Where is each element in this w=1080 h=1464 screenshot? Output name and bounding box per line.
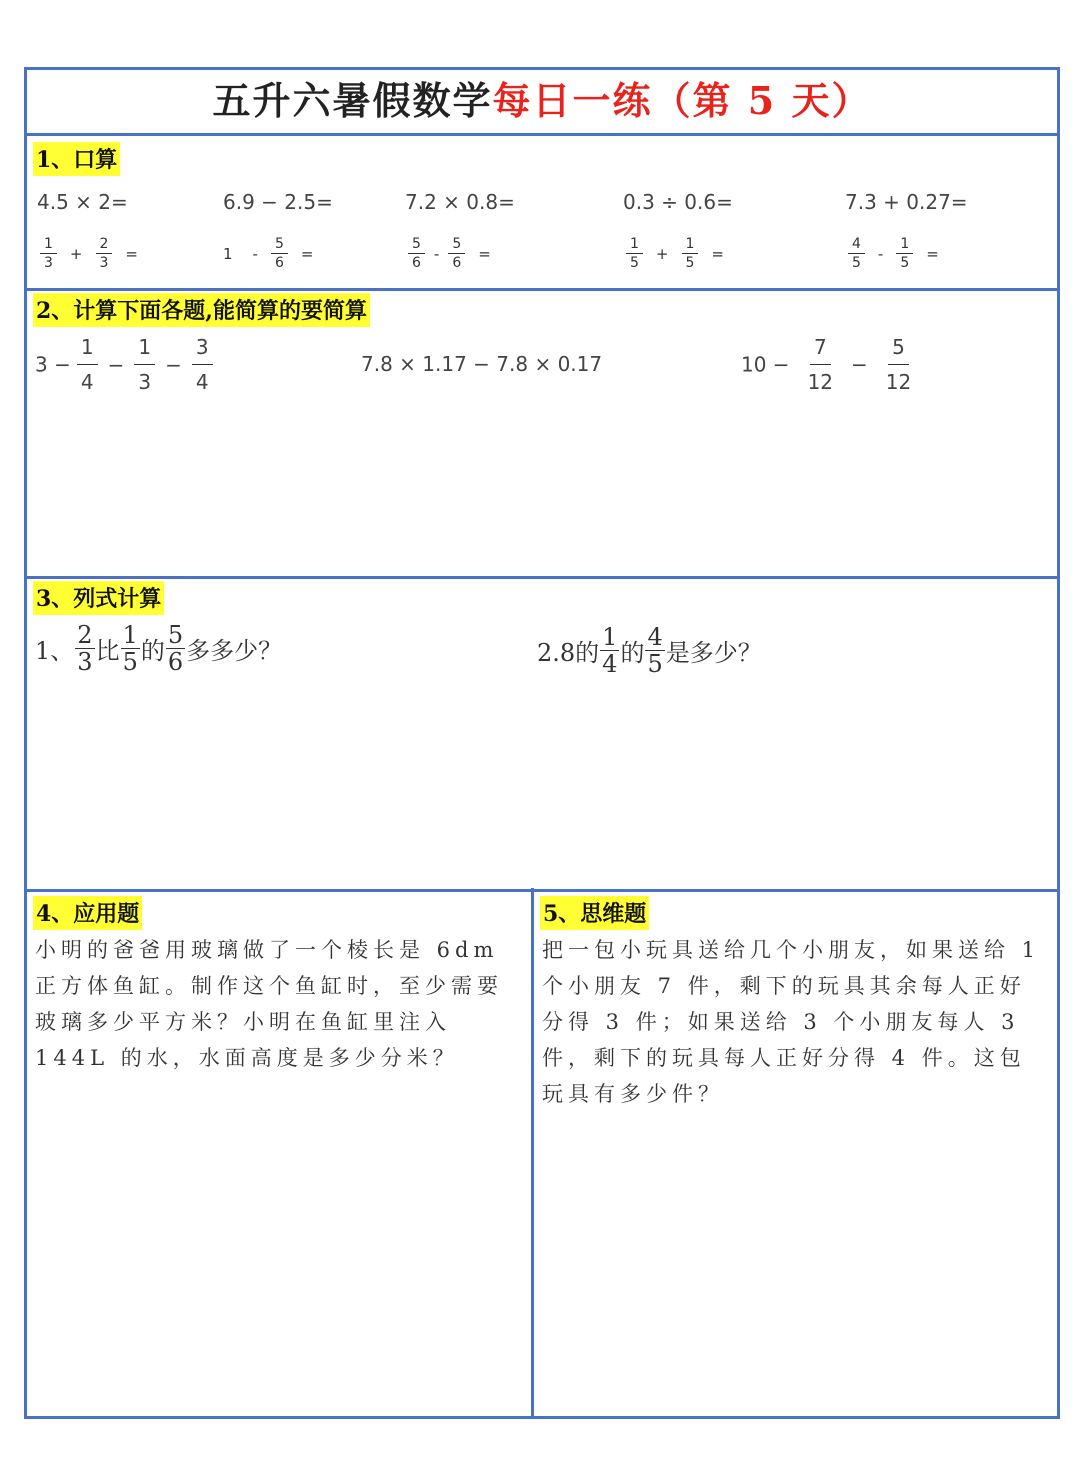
worksheet — [24, 67, 1060, 1419]
oral-item-1: 4.5 × 2= — [37, 190, 128, 214]
fraction: $\frac{1}{5}$ — [682, 236, 699, 271]
section-oral-calc — [27, 136, 1057, 291]
fraction: $\frac{5}{6}$ — [271, 236, 288, 271]
section-2-heading: 2、计算下面各题,能简算的要简算 — [33, 293, 370, 327]
fraction: $\frac{4}{5}$ — [647, 623, 663, 678]
section-equation — [27, 579, 1057, 892]
simplify-problem-2: 7.8 × 1.17 − 7.8 × 0.17 — [361, 352, 603, 376]
fraction: $\frac{3}{4}$ — [192, 335, 213, 394]
section-simplify — [27, 291, 1057, 579]
section-3-heading: 3、列式计算 — [33, 581, 164, 615]
section-4-heading: 4、应用题 — [33, 896, 142, 930]
section-4-label — [33, 896, 142, 930]
fraction: $\frac{7}{12}$ — [807, 335, 834, 394]
fraction-item-4: $\frac{1}{5}$ + $\frac{1}{5}$ = — [623, 236, 734, 271]
fraction: $\frac{5}{6}$ — [408, 236, 425, 271]
equation-question-2: 2.8的 $\frac{1}{4}$ 的 $\frac{4}{5}$ 是多少？ — [537, 623, 762, 678]
section-1-label — [33, 142, 120, 176]
section-3-label — [33, 581, 164, 615]
equation-question-1: 1、 $\frac{2}{3}$ 比 $\frac{1}{5}$ 的 $\frac{5}{6}$ 多多少？ — [35, 621, 283, 676]
oral-item-3: 7.2 × 0.8= — [405, 190, 515, 214]
title-highlight: 每日一练（第 5 天） — [492, 78, 872, 123]
fraction-item-2: 1 - $\frac{5}{6}$ = — [223, 236, 314, 271]
page-title — [27, 70, 1057, 132]
oral-item-2: 6.9 − 2.5= — [223, 190, 333, 214]
fraction-item-5: $\frac{4}{5}$ - $\frac{1}{5}$ = — [845, 236, 949, 271]
section-5-heading: 5、思维题 — [540, 896, 649, 930]
fraction: $\frac{1}{4}$ — [77, 335, 98, 394]
oral-item-5: 7.3 + 0.27= — [845, 190, 968, 214]
fraction: $\frac{4}{5}$ — [848, 236, 865, 271]
fraction: $\frac{1}{4}$ — [602, 623, 618, 678]
fraction: $\frac{5}{12}$ — [885, 335, 912, 394]
title-row — [27, 70, 1057, 136]
fraction: $\frac{1}{5}$ — [122, 621, 138, 676]
fraction: $\frac{1}{5}$ — [896, 236, 913, 271]
oral-item-4: 0.3 ÷ 0.6= — [623, 190, 733, 214]
fraction: $\frac{5}{6}$ — [448, 236, 465, 271]
section-5-label — [540, 896, 649, 930]
section-word-problem — [27, 892, 531, 1419]
fraction: $\frac{1}{3}$ — [40, 236, 57, 271]
section-2-label — [33, 293, 370, 327]
fraction: $\frac{2}{3}$ — [96, 236, 113, 271]
thinking-problem-text: 把一包小玩具送给几个小朋友，如果送给 1 个小朋友 7 件，剩下的玩具其余每人正好分得 3 件；如果送给 3 个小朋友每人 3 件，剩下的玩具每人正好分得 4 件。这包玩具有多少件？ — [542, 938, 1041, 1106]
fraction: $\frac{5}{6}$ — [167, 621, 184, 676]
fraction-item-3: $\frac{5}{6}$ - $\frac{5}{6}$ = — [405, 236, 501, 271]
simplify-problem-1: 3 − $\frac{1}{4}$ − $\frac{1}{3}$ − $\frac{3}{4}$ — [35, 335, 219, 394]
fraction: $\frac{1}{5}$ — [626, 236, 643, 271]
title-main: 五升六暑假数学 — [212, 78, 493, 123]
fraction-item-1: $\frac{1}{3}$ + $\frac{2}{3}$ = — [37, 236, 148, 271]
simplify-problem-3: 10 − $\frac{7}{12}$ − $\frac{5}{12}$ — [741, 335, 929, 394]
fraction: $\frac{1}{3}$ — [134, 335, 155, 394]
word-problem-text: 小明的爸爸用玻璃做了一个棱长是 6dm 正方体鱼缸。制作这个鱼缸时，至少需要玻璃多少平方米？小明在鱼缸里注入 144L 的水，水面高度是多少分米？ — [35, 938, 503, 1070]
section-1-heading: 1、口算 — [33, 142, 120, 176]
section-thinking-problem — [534, 892, 1057, 1419]
fraction: $\frac{2}{3}$ — [77, 621, 93, 676]
